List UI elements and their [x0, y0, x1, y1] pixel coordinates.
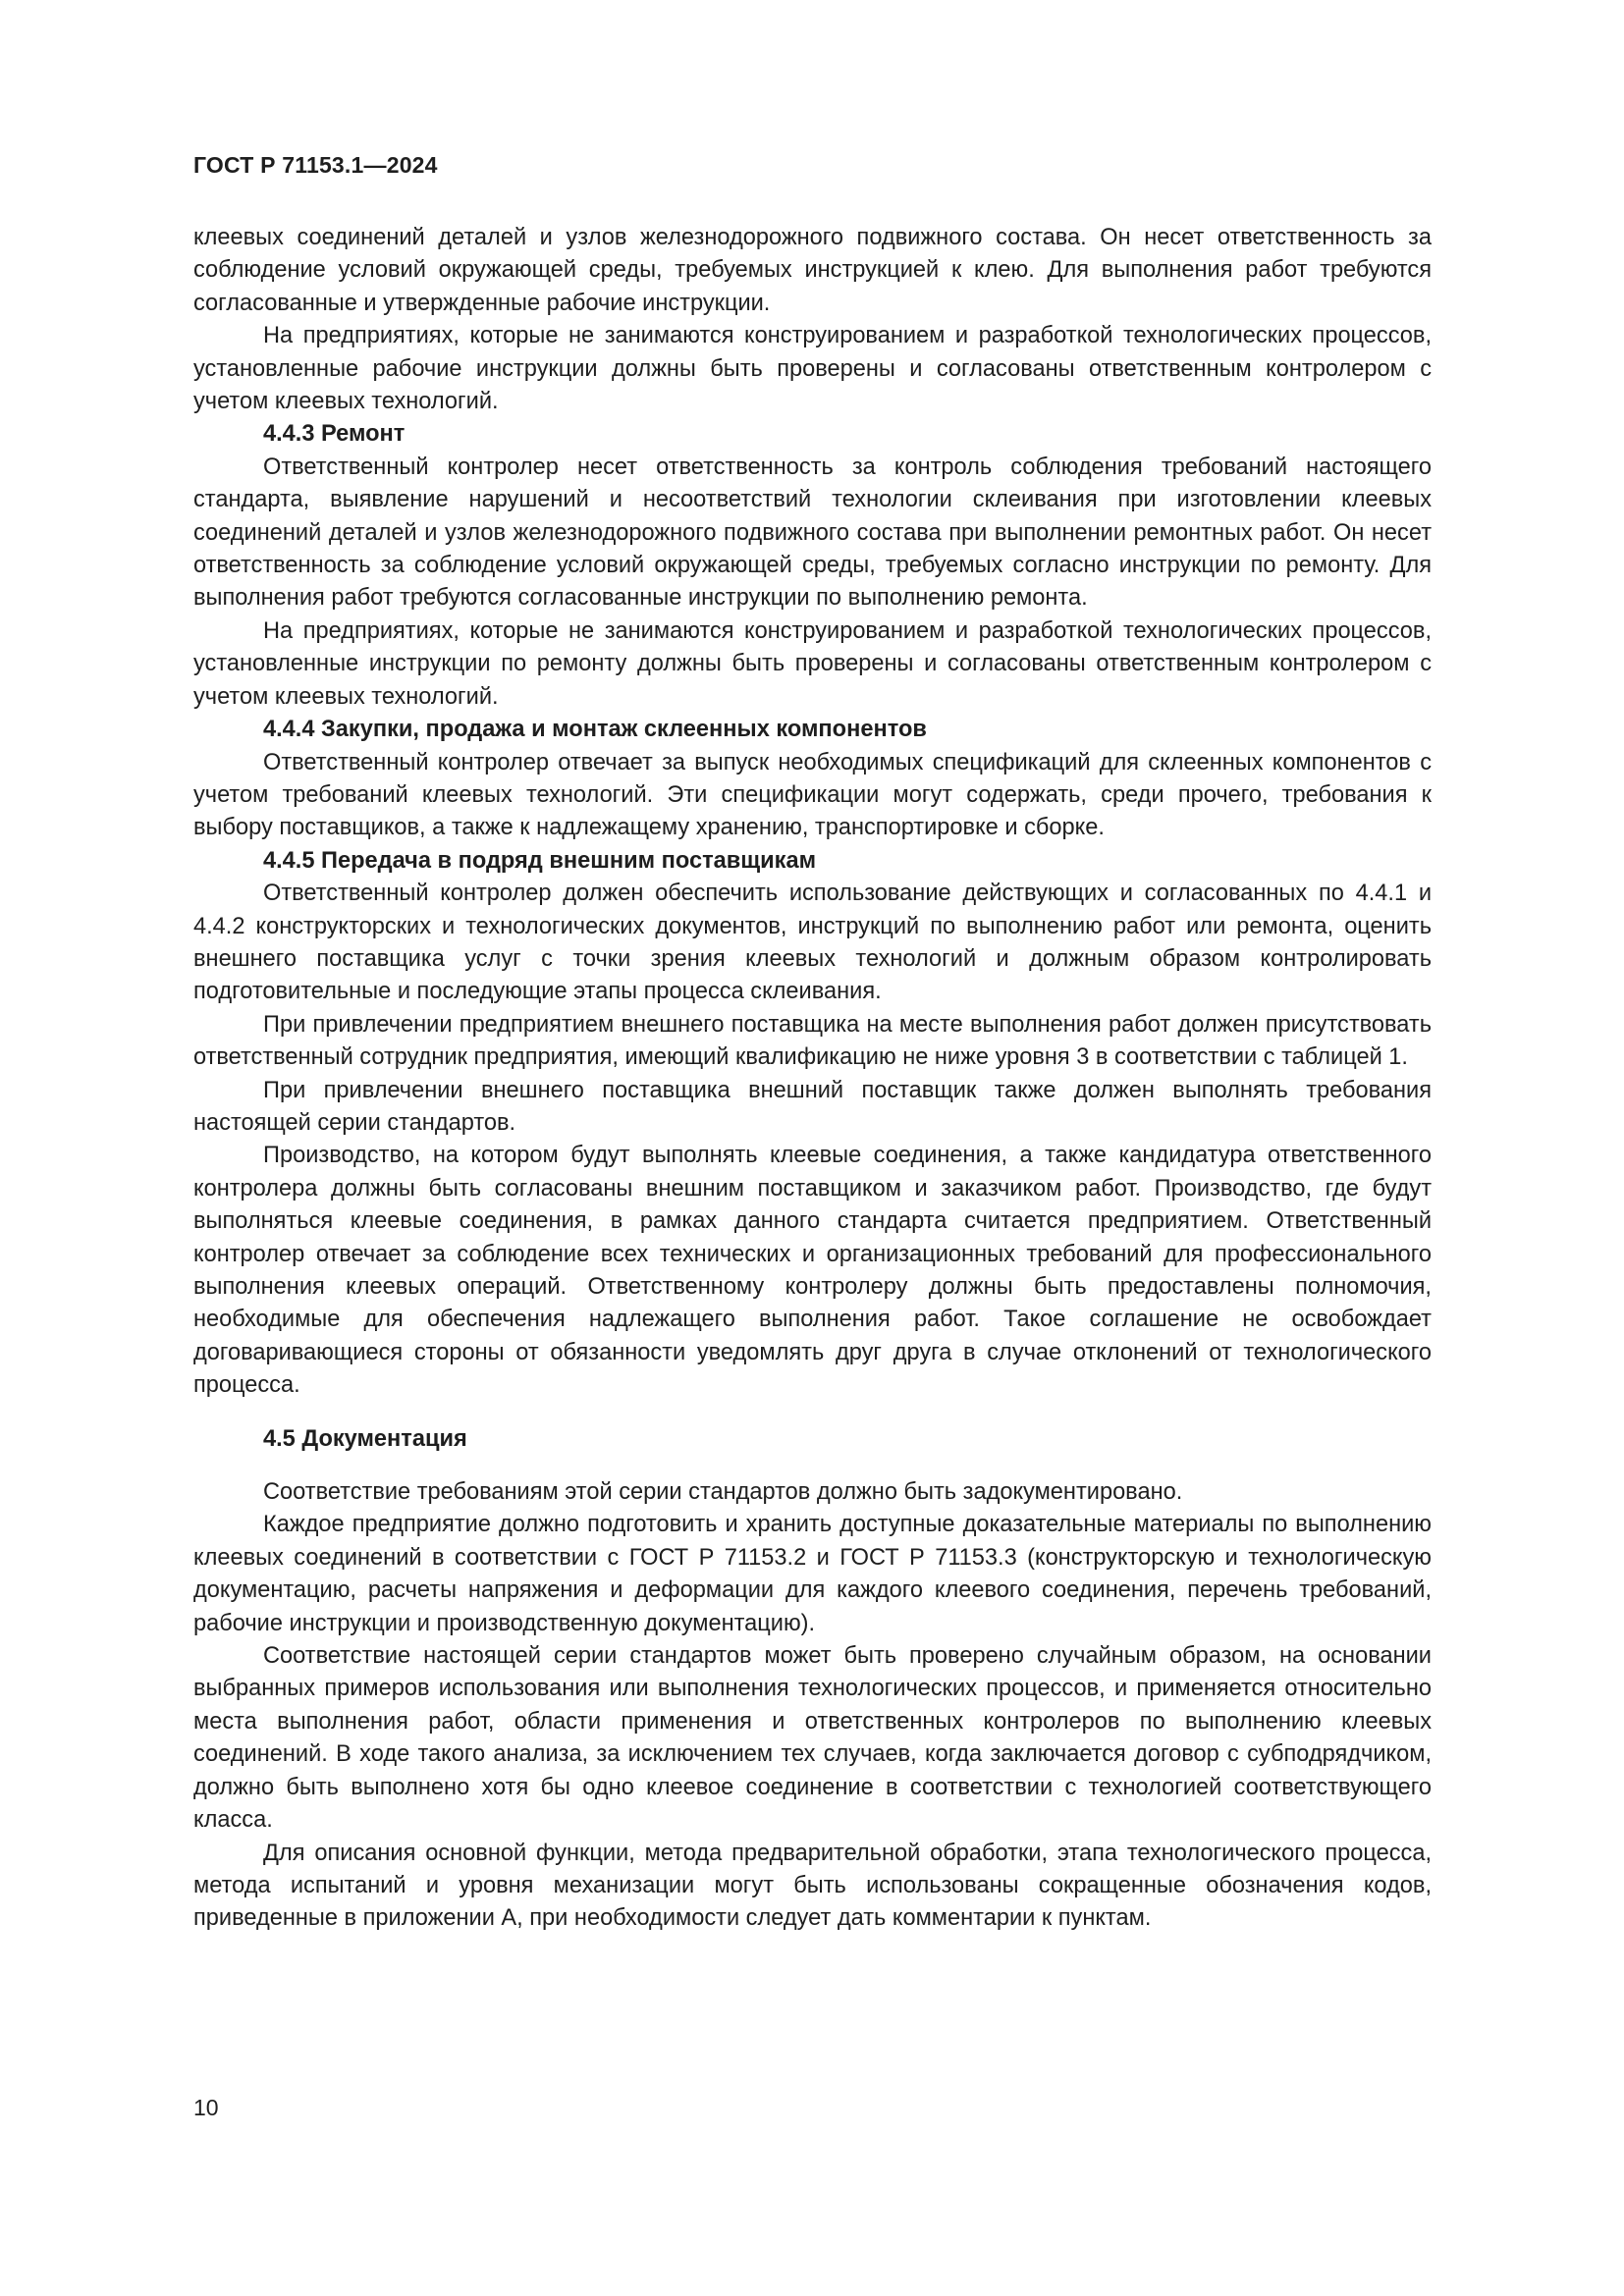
- page-number: 10: [193, 2095, 219, 2120]
- paragraph: Соответствие настоящей серии стандартов может быть проверено случайным образом, на основании выбранных примеров использования или выполнения технологических процессов, и применяется относительно места выполнения работ, области применения и ответственных контролеров по выполнению клеевых соединений. В ходе такого анализа, за исключением тех случаев, когда заключается договор с субподрядчиком, должно быть выполнено хотя бы одно клеевое соединение в соответствии с технологией соответствующего класса.: [193, 1643, 1432, 1834]
- section-heading-4-4-3: 4.4.3 Ремонт: [263, 421, 406, 448]
- paragraph: Каждое предприятие должно подготовить и хранить доступные доказательные материалы по выполнению клеевых соединений в соответствии с ГОСТ Р 71153.2 и ГОСТ Р 71153.3 (конструкторскую и технологическую документацию, расчеты напряжения и деформации для каждого клеевого соединения, перечень требований, рабочие инструкции и производственную документацию).: [193, 1512, 1432, 1636]
- paragraph: На предприятиях, которые не занимаются конструированием и разработкой технологических процессов, установленные инструкции по ремонту должны быть проверены и согласованы ответственным контролером с учетом клеевых технологий.: [193, 617, 1432, 710]
- paragraph: Ответственный контролер несет ответственность за контроль соблюдения требований настоящего стандарта, выявление нарушений и несоответствий технологии склеивания при изготовлении клеевых соединений деталей и узлов железнодорожного подвижного состава при выполнении ремонтных работ. Он несет ответственность за соблюдение условий окружающей среды, требуемых согласно инструкции по ремонту. Для выполнения работ требуются согласованные инструкции по выполнению ремонта.: [193, 454, 1432, 612]
- paragraph: Для описания основной функции, метода предварительной обработки, этапа технологического процесса, метода испытаний и уровня механизации могут быть использованы сокращенные обозначения кодов, приведенные в приложении А, при необходимости следует дать комментарии к пунктам.: [193, 1840, 1432, 1932]
- section-heading-4-4-4: 4.4.4 Закупки, продажа и монтаж склеенных компонентов: [263, 717, 927, 743]
- document-code-header: ГОСТ Р 71153.1—2024: [193, 152, 438, 178]
- section-heading-4-5: 4.5 Документация: [263, 1425, 467, 1452]
- paragraph: При привлечении предприятием внешнего поставщика на месте выполнения работ должен присутствовать ответственный сотрудник предприятия, имеющий квалификацию не ниже уровня 3 в соответствии с таблицей 1.: [193, 1011, 1432, 1071]
- paragraph: Соответствие требованиям этой серии стандартов должно быть задокументировано.: [263, 1479, 1183, 1506]
- paragraph: При привлечении внешнего поставщика внешний поставщик также должен выполнять требования настоящей серии стандартов.: [193, 1077, 1432, 1136]
- paragraph: Ответственный контролер должен обеспечить использование действующих и согласованных по 4.4.1 и 4.4.2 конструкторских и технологических документов, инструкций по выполнению работ или ремонта, оценить внешнего поставщика услуг с точки зрения клеевых технологий и должным образом контролировать подготовительные и последующие этапы процесса склеивания.: [193, 881, 1432, 1005]
- document-body: [193, 222, 1432, 1936]
- section-heading-4-4-5: 4.4.5 Передача в подряд внешним поставщикам: [263, 847, 817, 874]
- paragraph: На предприятиях, которые не занимаются конструированием и разработкой технологических процессов, установленные рабочие инструкции должны быть проверены и согласованы ответственным контролером с учетом клеевых технологий.: [193, 323, 1432, 415]
- paragraph: Ответственный контролер отвечает за выпуск необходимых спецификаций для склеенных компонентов с учетом требований клеевых технологий. Эти спецификации могут содержать, среди прочего, требования к выбору поставщиков, а также к надлежащему хранению, транспортировке и сборке.: [193, 749, 1432, 841]
- paragraph: Производство, на котором будут выполнять клеевые соединения, а также кандидатура ответственного контролера должны быть согласованы внешним поставщиком и заказчиком работ. Производство, где будут выполняться клеевые соединения, в рамках данного стандарта считается предприятием. Ответственный контролер отвечает за соблюдение всех технических и организационных требований для профессионального выполнения клеевых операций. Ответственному контролеру должны быть предоставлены полномочия, необходимые для обеспечения надлежащего выполнения работ. Такое соглашение не освобождает договаривающиеся стороны от обязанности уведомлять друг друга в случае отклонений от технологического процесса.: [193, 1143, 1432, 1399]
- paragraph: клеевых соединений деталей и узлов железнодорожного подвижного состава. Он несет ответственность за соблюдение условий окружающей среды, требуемых инструкцией к клею. Для выполнения работ требуются согласованные и утвержденные рабочие инструкции.: [193, 225, 1432, 316]
